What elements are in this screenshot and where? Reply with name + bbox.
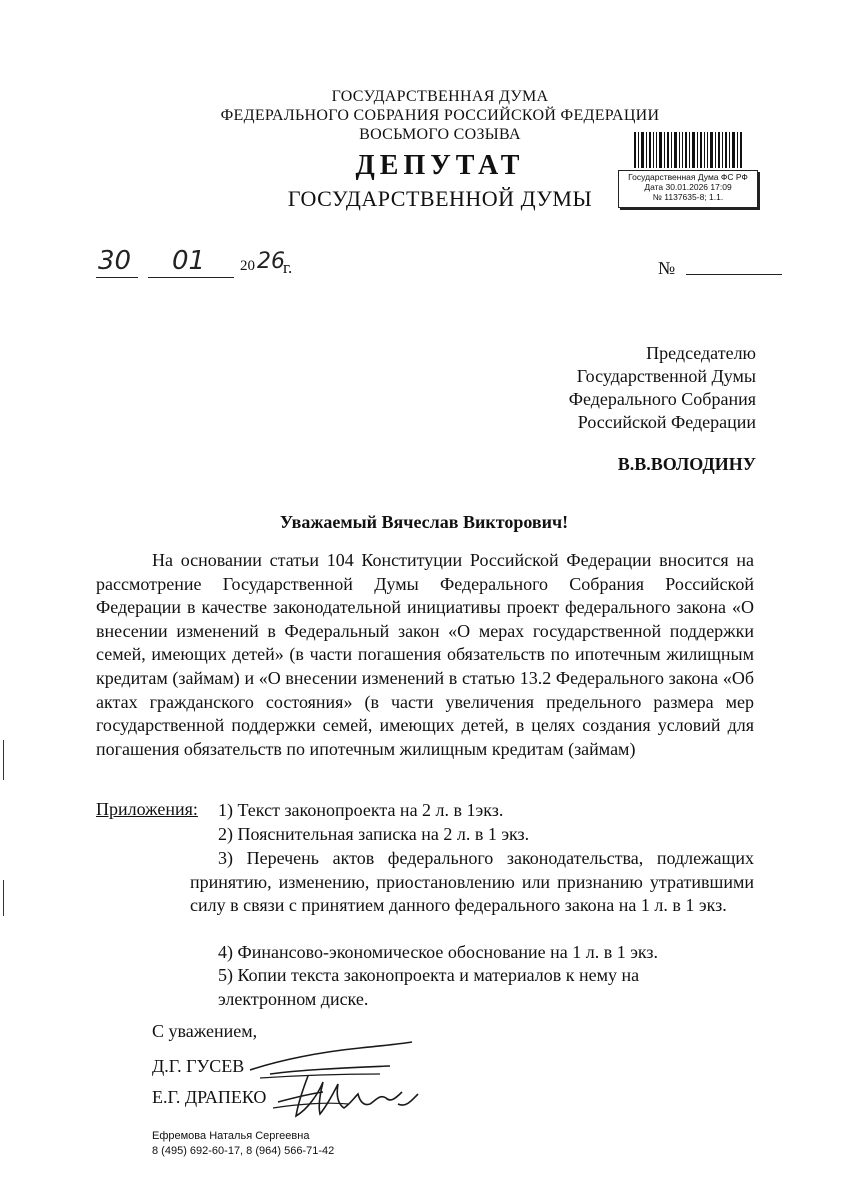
date-month: 01 [172, 246, 206, 276]
outgoing-number-label: № [658, 258, 676, 278]
stamp-text-box [618, 170, 758, 208]
date-day: 30 [98, 246, 132, 276]
letterhead-convocation: ВОСЬМОГО СОЗЫВА [359, 126, 521, 143]
closing-phrase: С уважением, [152, 1021, 258, 1041]
scan-margin-mark [3, 880, 4, 916]
appendix-item-2: 2) Пояснительная записка на 2 л. в 1 экз. [218, 824, 530, 844]
stamp-date: Дата 30.01.2026 17:09 [644, 182, 732, 192]
date-year-prefix: 20 [240, 258, 255, 274]
contact-name: Ефремова Наталья Сергеевна [152, 1130, 310, 1142]
addressee-line4: Российской Федерации [577, 412, 756, 432]
signature-drapeko-icon [268, 1064, 428, 1126]
appendix-item-4: 4) Финансово-экономическое обоснование на 1 л. в 1 экз. [218, 942, 659, 962]
letterhead-org-line1: ГОСУДАРСТВЕННАЯ ДУМА [331, 88, 549, 105]
date-month-underline [148, 277, 234, 278]
stamp-org: Государственная Дума ФС РФ [628, 172, 748, 182]
barcode-icon [634, 132, 758, 168]
body-paragraph: На основании статьи 104 Конституции Российской Федерации вносится на рассмотрение Государственной Думы Федерального Собрания Российской Федерации в качестве законодательной инициативы проект федерального закона «О внесении изменений в Федеральный закон «О мерах государственной поддержки семей, имеющих детей» (в части погашения обязательств по ипотечным жилищным кредитам (займам) и «О внесении изменений в статью 13.2 Федерального закона «Об актах гражданского состояния» (в части увеличения предельного размера мер государственной поддержки семей, имеющих детей, в целях создания условий для погашения обязательств по ипотечным жилищным кредитам (займам) [96, 550, 754, 759]
registration-stamp [616, 130, 762, 210]
appendix-label: Приложения: [96, 799, 198, 819]
appendix-item-1: 1) Текст законопроекта на 2 л. в 1экз. [218, 800, 504, 820]
signer-1: Д.Г. ГУСЕВ [152, 1056, 245, 1076]
signer-2: Е.Г. ДРАПЕКО [152, 1087, 267, 1107]
date-year-suffix: 26 [257, 249, 285, 274]
addressee-line1: Председателю [646, 343, 756, 363]
appendix-item-3: 3) Перечень актов федерального законодательства, подлежащих принятию, изменению, приостановлению или признанию утратившими силу в связи с принятием данного федерального закона на 1 л. в 1 экз. [190, 848, 754, 916]
letterhead-org-line2: ФЕДЕРАЛЬНОГО СОБРАНИЯ РОССИЙСКОЙ ФЕДЕРАЦИИ [220, 107, 660, 124]
salutation: Уважаемый Вячеслав Викторович! [279, 512, 569, 532]
letterhead-title: ДЕПУТАТ [355, 150, 525, 181]
outgoing-number-underline [686, 274, 782, 275]
scan-margin-mark [3, 740, 4, 780]
date-day-underline [96, 277, 138, 278]
addressee-line3: Федерального Собрания [568, 389, 756, 409]
stamp-number: № 1137635-8; 1.1. [652, 192, 724, 202]
letterhead-subtitle: ГОСУДАРСТВЕННОЙ ДУМЫ [287, 186, 593, 211]
addressee-block [569, 342, 756, 434]
appendix-item-5: 5) Копии текста законопроекта и материалов к нему на электронном диске. [218, 965, 640, 1009]
addressee-name: В.В.ВОЛОДИНУ [617, 454, 756, 474]
addressee-line2: Государственной Думы [576, 366, 756, 386]
date-year-unit: г. [283, 258, 293, 277]
contact-phones: 8 (495) 692-60-17, 8 (964) 566-71-42 [152, 1145, 335, 1157]
